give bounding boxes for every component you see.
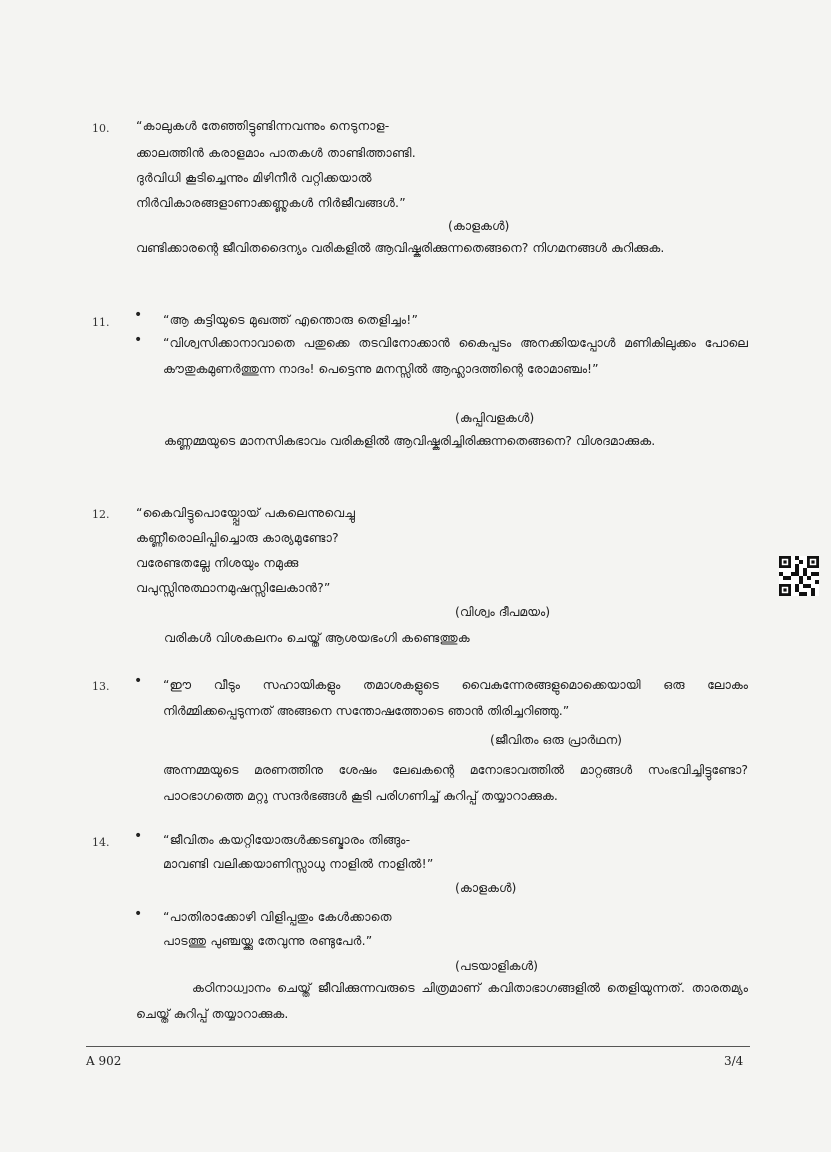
- poem-line: പാടത്തു പുഞ്ചയ്ക്കു തേവുന്നു രണ്ടുപേർ.”: [163, 933, 373, 948]
- quote-line: “ആ കുട്ടിയുടെ മുഖത്ത് എന്തൊരു തെളിച്ചം!”: [163, 312, 419, 327]
- source-title: (കുപ്പിവളകൾ): [455, 410, 535, 425]
- poem-line: “ജീവിതം കയറ്റിയോരുൾക്കടബ്ഭാരം തിങ്ങും-: [163, 832, 411, 847]
- poem-line: ദുർവിധി കൂടിച്ചെന്നും മിഴിനീർ വറ്റിക്കയാൽ: [136, 170, 372, 185]
- question-text: കണ്ണമ്മയുടെ മാനസികഭാവം വരികളിൽ ആവിഷ്കരിച്ചിരിക്കുന്നതെങ്ങനെ? വിശദമാക്കുക.: [164, 433, 656, 448]
- poem-line: “കാലുകൾ തേഞ്ഞിട്ടുണ്ടിന്നവന്നും നെടുനാള-: [136, 118, 390, 133]
- poem-line: കണ്ണീരൊലിപ്പിച്ചൊരു കാര്യമുണ്ടോ?: [136, 530, 339, 545]
- source-title: (വിശ്വം ദീപമയം): [455, 604, 551, 619]
- quote-paragraph: “ഈ വീടും സഹായികളും തമാശകളുടെ വൈകുന്നേരങ്ങളുമൊക്കെയായി ഒരു ലോകം നിർമ്മിക്കപ്പെടുന്നത് അങ്ങനെ സന്തോഷത്തോടെ ഞാൻ തിരിച്ചറിഞ്ഞു.”: [163, 677, 748, 718]
- poem-line: “പാതിരാക്കോഴി വിളിപ്പതും കേൾക്കാതെ: [163, 909, 392, 924]
- question-text: കഠിനാധ്വാനം ചെയ്ത് ജീവിക്കുന്നവരുടെ ചിത്രമാണ് കവിതാഭാഗങ്ങളിൽ തെളിയുന്നത്. താരതമ്യം ചെയ്ത് കുറിപ്പ് തയ്യാറാക്കുക.: [136, 980, 748, 1021]
- question-number: 12.: [92, 508, 110, 521]
- bullet-icon: •: [134, 307, 143, 323]
- bullet-icon: •: [134, 906, 143, 922]
- bullet-icon: •: [134, 332, 143, 348]
- paper-code: A 902: [86, 1054, 122, 1068]
- poem-line: ക്കാലത്തിൻ കരാളമാം പാതകൾ താണ്ടിത്താണ്ടി.: [136, 145, 416, 160]
- page-number: 3/4: [724, 1054, 744, 1068]
- question-text: അന്നമ്മയുടെ മരണത്തിനു ശേഷം ലേഖകന്റെ മനോഭാവത്തിൽ മാറ്റങ്ങൾ സംഭവിച്ചിട്ടുണ്ടോ? പാഠഭാഗത്തെ മറ്റു സന്ദർഭങ്ങൾ കൂടി പരിഗണിച്ച് കുറിപ്പ് തയ്യാറാക്കുക.: [163, 762, 748, 803]
- question-text: വണ്ടിക്കാരന്റെ ജീവിതദൈന്യം വരികളിൽ ആവിഷ്കരിക്കുന്നതെങ്ങനെ? നിഗമനങ്ങൾ കുറിക്കുക.: [136, 240, 665, 255]
- source-title: (കാളകൾ): [448, 218, 510, 233]
- poem-line: മാവണ്ടി വലിക്കയാണിസ്സാധു നാളിൽ നാളിൽ!”: [163, 856, 434, 871]
- quote-paragraph: “വിശ്വസിക്കാനാവാതെ പതുക്കെ തടവിനോക്കാൻ കൈപ്പടം അനക്കിയപ്പോൾ മണികിലുക്കം പോലെ കൗതുകമുണർത്തുന്ന നാദം! പെട്ടെന്നു മനസ്സിൽ ആഹ്ലാദത്തിന്റെ രോമാഞ്ചം!”: [163, 335, 748, 376]
- question-number: 11.: [92, 316, 110, 329]
- bullet-icon: •: [134, 828, 143, 844]
- poem-line: “കൈവിട്ടുപൊയ്പ്പോയ് പകലെന്നുവെച്ചു: [136, 505, 356, 520]
- poem-line: വരേണ്ടതല്ലേ നിശയും നമുക്കു: [136, 555, 299, 570]
- poem-line: നിർവികാരങ്ങളാണാക്കണ്ണുകൾ നിർജീവങ്ങൾ.”: [136, 195, 406, 210]
- question-number: 13.: [92, 680, 110, 693]
- footer-divider: [86, 1046, 750, 1047]
- poem-line: വപുസ്സിനുത്ഥാനമുഷസ്സിലേകാൻ?”: [136, 580, 331, 595]
- qr-code-icon: [779, 556, 819, 596]
- source-title: (കാളകൾ): [455, 880, 517, 895]
- question-number: 10.: [92, 122, 110, 135]
- question-text: വരികൾ വിശകലനം ചെയ്ത് ആശയഭംഗി കണ്ടെത്തുക: [164, 630, 470, 645]
- question-number: 14.: [92, 836, 110, 849]
- bullet-icon: •: [134, 673, 143, 689]
- source-title: (പടയാളികൾ): [455, 958, 539, 973]
- source-title: (ജീവിതം ഒരു പ്രാർഥന): [490, 732, 623, 747]
